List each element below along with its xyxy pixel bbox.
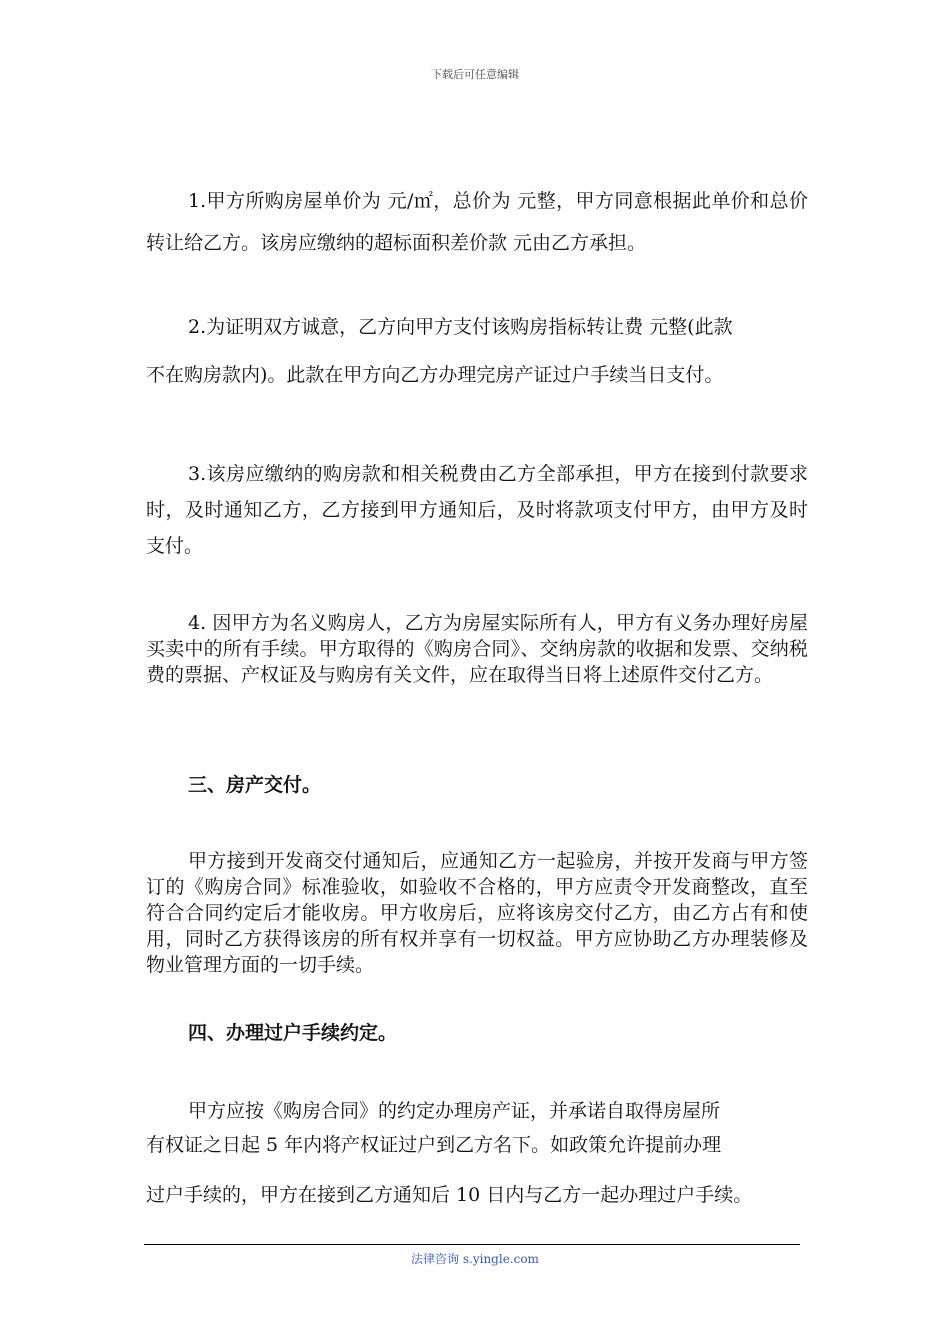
clause-2-line-2: 不在购房款内)。此款在甲方向乙方办理完房产证过户手续当日支付。 — [146, 364, 724, 386]
section-body-delivery: 甲方接到开发商交付通知后，应通知乙方一起验房，并按开发商与甲方签订的《购房合同》标准验收，如验收不合格的，甲方应责令开发商整改，直至符合合同约定后才能收房。甲方收房后，应将该房交付乙方，由乙方占有和使用，同时乙方获得该房的所有权并享有一切权益。甲方应协助乙方办理装修及物业管理方面的一切手续。 — [146, 850, 808, 976]
section-body-transfer-line-2: 有权证之日起 5 年内将产权证过户到乙方名下。如政策允许提前办理 — [146, 1134, 722, 1156]
clause-3: 3.该房应缴纳的购房款和相关税费由乙方全部承担，甲方在接到付款要求时，及时通知乙方，乙方接到甲方通知后，及时将款项支付甲方，由甲方及时支付。 — [146, 463, 808, 557]
clause-4: 4. 因甲方为名义购房人，乙方为房屋实际所有人，甲方有义务办理好房屋买卖中的所有手续。甲方取得的《购房合同》、交纳房款的收据和发票、交纳税费的票据、产权证及与购房有关文件，应在取得当日将上述原件交付乙方。 — [146, 612, 808, 686]
section-body-transfer-line-3: 过户手续的，甲方在接到乙方通知后 10 日内与乙方一起办理过户手续。 — [146, 1184, 753, 1206]
section-heading-delivery: 三、房产交付。 — [188, 774, 322, 796]
footer-divider — [144, 1244, 800, 1245]
clause-1: 1.甲方所购房屋单价为 元/㎡，总价为 元整，甲方同意根据此单价和总价转让给乙方。该房应缴纳的超标面积差价款 元由乙方承担。 — [146, 190, 808, 254]
section-heading-transfer: 四、办理过户手续约定。 — [188, 1022, 398, 1044]
header-note: 下载后可任意编辑 — [431, 68, 519, 81]
clause-2-line-1: 2.为证明双方诚意，乙方向甲方支付该购房指标转让费 元整(此款 — [188, 316, 733, 338]
section-body-transfer-line-1: 甲方应按《购房合同》的约定办理房产证，并承诺自取得房屋所 — [188, 1100, 721, 1122]
footer-note: 法律咨询 s.yingle.com — [411, 1252, 539, 1266]
